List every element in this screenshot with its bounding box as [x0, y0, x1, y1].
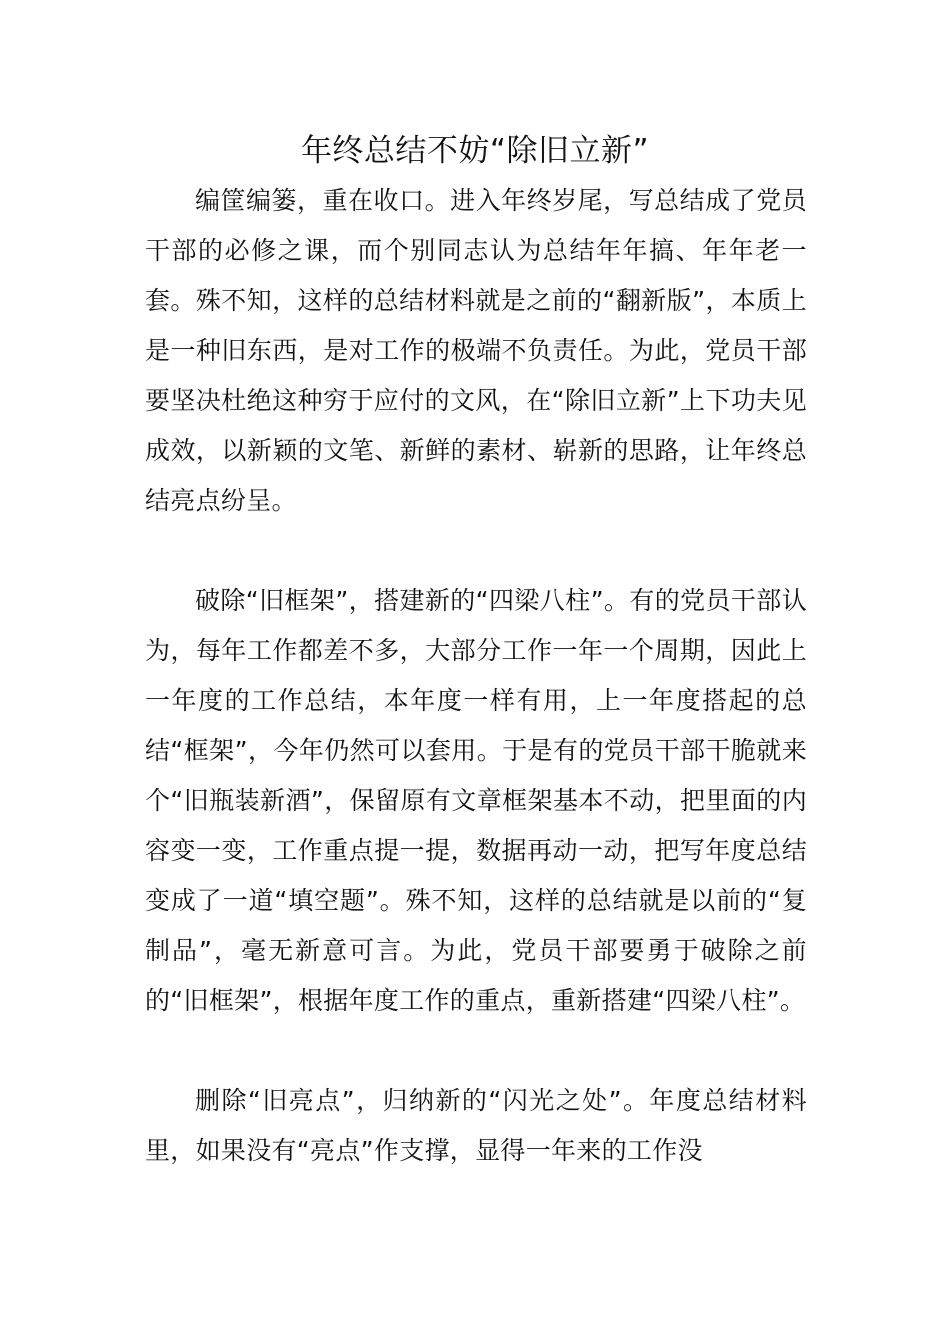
paragraph-framework: 破除“旧框架”，搭建新的“四梁八柱”。有的党员干部认为，每年工作都差不多，大部分工作一年一个周期，因此上一年度的工作总结，本年度一样有用，上一年度搭起的总结“框架”，今年仍然可以套用。于是有的党员干部干脆就来个“旧瓶装新酒”，保留原有文章框架基本不动，把里面的内容变一变，工作重点提一提，数据再动一动，把写年度总结变成了一道“填空题”。殊不知，这样的总结就是以前的“复制品”，毫无新意可言。为此，党员干部要勇于破除之前的“旧框架”，根据年度工作的重点，重新搭建“四梁八柱”。 [145, 586, 807, 1015]
document-title: 年终总结不妨“除旧立新” [300, 133, 650, 169]
paragraph-intro: 编筐编篓，重在收口。进入年终岁尾，写总结成了党员干部的必修之课，而个别同志认为总结年年搞、年年老一套。殊不知，这样的总结材料就是之前的“翻新版”，本质上是一种旧东西，是对工作的极端不负责任。为此，党员干部要坚决杜绝这种穷于应付的文风，在“除旧立新”上下功夫见成效，以新颖的文笔、新鲜的素材、崭新的思路，让年终总结亮点纷呈。 [145, 186, 807, 515]
document-body [145, 176, 807, 1176]
paragraph-highlights: 删除“旧亮点”，归纳新的“闪光之处”。年度总结材料里，如果没有“亮点”作支撑，显得一年来的工作没 [145, 1086, 807, 1165]
